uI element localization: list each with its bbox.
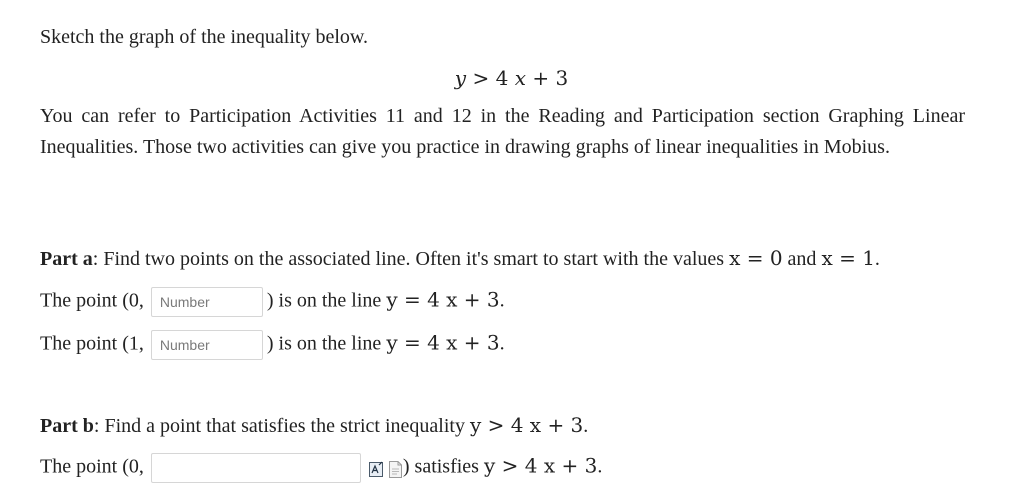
strict-inequality: y > 4 x + 3 bbox=[483, 453, 598, 478]
preview-icon[interactable] bbox=[388, 460, 403, 477]
eq-x0: x = 0 bbox=[729, 246, 783, 270]
point-x0-y-input[interactable] bbox=[151, 287, 263, 317]
line-equation: y = 4 x + 3 bbox=[386, 287, 500, 312]
line-equation: y = 4 x + 3 bbox=[386, 330, 500, 355]
inequality-display: y > 4 x + 3 bbox=[454, 66, 569, 90]
part-a-instructions: Part a: Find two points on the associated line. Often it's smart to start with the values x = 0 and x = 1. bbox=[40, 246, 880, 270]
eq-x1: x = 1 bbox=[821, 246, 875, 270]
satisfying-point-y-input[interactable] bbox=[151, 453, 361, 483]
reference-paragraph: You can refer to Participation Activities 11 and 12 in the Reading and Participation section Graphing Linear Inequalities. Those two activities can give you practice in drawing graphs of linear inequalities in Mobius. bbox=[40, 105, 965, 158]
part-a-row-2: The point (1, Number ) is on the line y = 4 x + 3. bbox=[40, 330, 505, 360]
point-x1-y-input[interactable] bbox=[151, 330, 263, 360]
part-b-instructions: Part b: Find a point that satisfies the strict inequality y > 4 x + 3. bbox=[40, 413, 589, 437]
part-a-row-1: The point (0, Number ) is on the line y = 4 x + 3. bbox=[40, 287, 505, 317]
part-b-row: The point (0, ) satisfies y > 4 x + 3. bbox=[40, 453, 602, 483]
part-a-label: Part a bbox=[40, 248, 93, 270]
intro-text: Sketch the graph of the inequality below. bbox=[40, 26, 369, 48]
part-b-label: Part b bbox=[40, 415, 94, 437]
strict-inequality: y > 4 x + 3 bbox=[469, 413, 584, 437]
equation-editor-icon[interactable] bbox=[369, 460, 384, 477]
